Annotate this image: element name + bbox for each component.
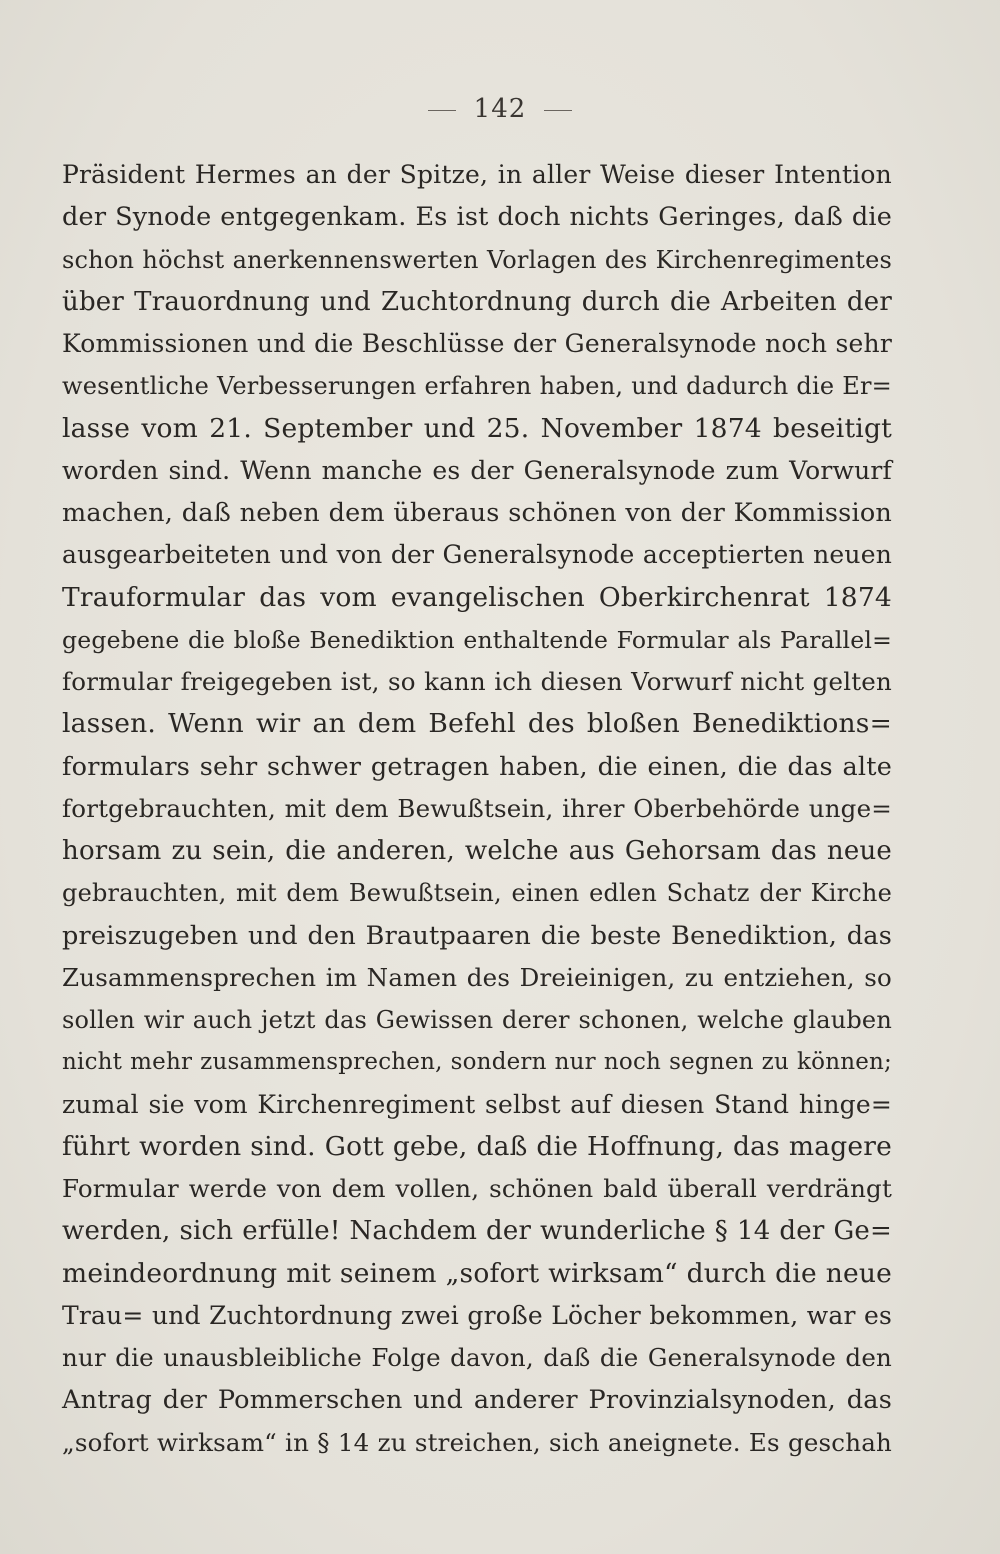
- body-text: [62, 154, 892, 1464]
- text-line: Kommissionen und die Beschlüsse der Generalsynode noch sehr: [62, 329, 892, 358]
- text-line: führt worden sind. Gott gebe, daß die Hoffnung, das magere: [62, 1130, 892, 1162]
- page-number: 142: [473, 94, 527, 124]
- text-line: sollen wir auch jetzt das Gewissen derer schonen, welche glauben: [62, 1006, 892, 1034]
- text-line: schon höchst anerkennenswerten Vorlagen des Kirchenregimentes: [62, 245, 892, 274]
- text-line: werden, sich erfülle! Nachdem der wunderliche § 14 der Ge=: [62, 1216, 892, 1247]
- text-line: preiszugeben und den Brautpaaren die beste Benediktion, das: [62, 920, 892, 951]
- page-header: [0, 94, 1000, 124]
- text-line: meindeordnung mit seinem „sofort wirksam“ durch die neue: [62, 1257, 892, 1289]
- text-line: worden sind. Wenn manche es der Generalsynode zum Vorwurf: [62, 455, 892, 485]
- text-line: zumal sie vom Kirchenregiment selbst auf diesen Stand hinge=: [62, 1089, 892, 1119]
- text-line: gebrauchten, mit dem Bewußtsein, einen edlen Schatz der Kirche: [62, 879, 892, 908]
- text-line: lassen. Wenn wir an dem Befehl des bloßen Benediktions=: [62, 708, 892, 740]
- text-line: gegebene die bloße Benediktion enthaltende Formular als Parallel=: [62, 625, 892, 654]
- text-line: Zusammensprechen im Namen des Dreieinigen, zu entziehen, so: [62, 962, 892, 992]
- text-line: Trau= und Zuchtordnung zwei große Löcher bekommen, war es: [62, 1300, 892, 1330]
- text-line: formulars sehr schwer getragen haben, die einen, die das alte: [62, 751, 892, 782]
- text-line: fortgebrauchten, mit dem Bewußtsein, ihrer Oberbehörde unge=: [62, 793, 892, 823]
- text-line: Formular werde von dem vollen, schönen bald überall verdrängt: [62, 1174, 892, 1203]
- text-line: Trauformular das vom evangelischen Oberkirchenrat 1874: [62, 581, 892, 613]
- text-line: formular freigegeben ist, so kann ich diesen Vorwurf nicht gelten: [62, 667, 892, 696]
- text-line: nur die unausbleibliche Folge davon, daß die Generalsynode den: [62, 1343, 892, 1372]
- text-line: über Trauordnung und Zuchtordnung durch die Arbeiten der: [62, 286, 892, 317]
- text-line: machen, daß neben dem überaus schönen von der Kommission: [62, 498, 892, 528]
- right-dash: [544, 110, 572, 111]
- text-line: ausgearbeiteten und von der Generalsynode acceptierten neuen: [62, 540, 892, 570]
- text-line: „sofort wirksam“ in § 14 zu streichen, sich aneignete. Es geschah: [62, 1427, 892, 1457]
- text-line: Antrag der Pommerschen und anderer Provinzialsynoden, das: [62, 1385, 892, 1416]
- text-line: der Synode entgegenkam. Es ist doch nichts Geringes, daß die: [62, 202, 892, 233]
- text-line: nicht mehr zusammensprechen, sondern nur noch segnen zu können;: [62, 1049, 892, 1076]
- text-line: lasse vom 21. September und 25. November 1874 beseitigt: [62, 412, 892, 444]
- text-line: horsam zu sein, die anderen, welche aus Gehorsam das neue: [62, 836, 892, 866]
- text-line: Präsident Hermes an der Spitze, in aller Weise dieser Intention: [62, 160, 892, 189]
- text-line: wesentliche Verbesserungen erfahren haben, und dadurch die Er=: [62, 372, 892, 401]
- left-dash: [428, 110, 456, 111]
